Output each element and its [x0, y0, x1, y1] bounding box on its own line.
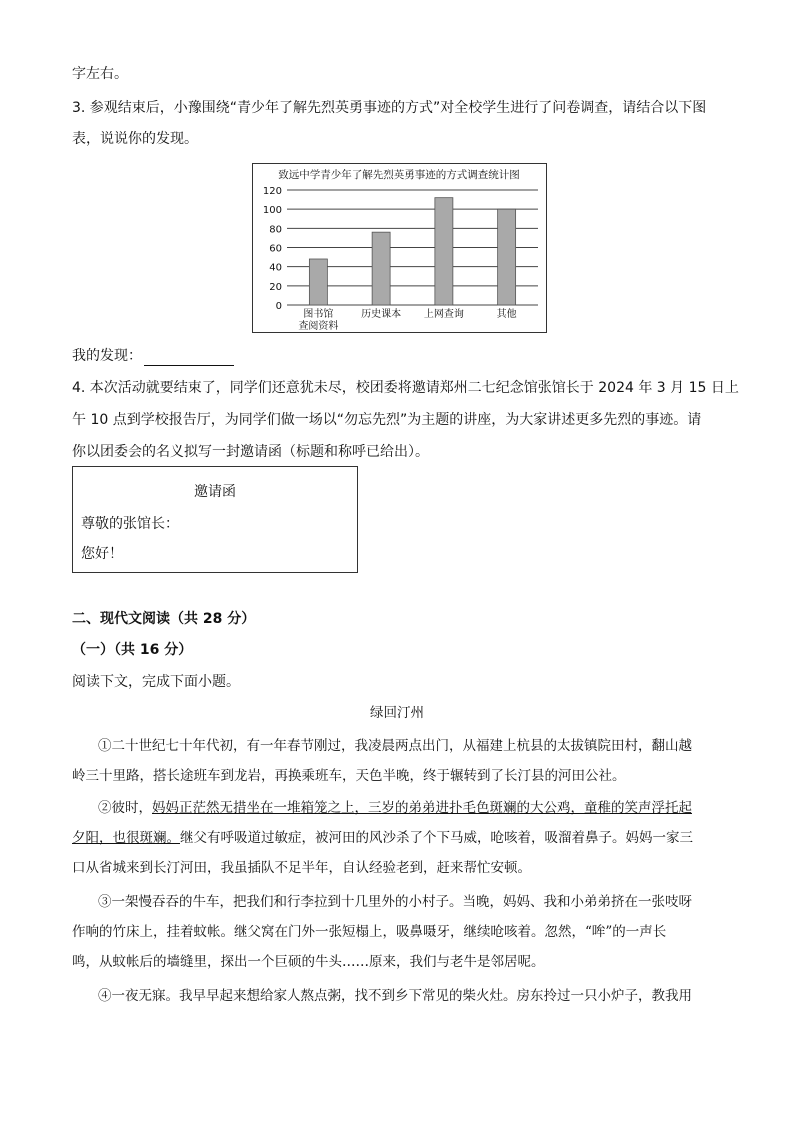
bar: [309, 259, 327, 305]
chart-svg: [253, 164, 546, 332]
y-tick-label: 40: [269, 262, 282, 274]
chart-title: 致远中学青少年了解先烈英勇事迹的方式调查统计图: [278, 169, 520, 181]
y-tick-label: 80: [269, 224, 282, 236]
finding-label: 我的发现：: [72, 348, 142, 364]
reading-instruction: 阅读下文，完成下面小题。: [72, 674, 240, 690]
bar-chart: [252, 163, 547, 333]
article-title: 绿回汀州: [370, 705, 424, 721]
invitation-letter-box[interactable]: [72, 466, 358, 573]
question-4-line-1: 4. 本次活动就要结束了，同学们还意犹未尽，校团委将邀请郑州二七纪念馆张馆长于 2024 年 3 月 15 日上: [72, 380, 739, 396]
paragraph-2-lead: ②彼时，: [98, 800, 152, 816]
y-tick-label: 60: [269, 243, 282, 255]
letter-title: 邀请函: [194, 484, 236, 500]
paragraph-4-line-1: ④一夜无寐。我早早起来想给家人熬点粥，找不到乡下常见的柴火灶。房东拎过一只小炉子，教我用: [98, 988, 692, 1004]
finding-answer-blank[interactable]: [144, 351, 234, 366]
letter-greeting: 您好！: [81, 546, 123, 562]
x-tick-label: 图书馆: [303, 309, 334, 320]
paragraph-2-line-1: [98, 798, 692, 818]
question-4-line-2: 午 10 点到学校报告厅，为同学们做一场以“勿忘先烈”为主题的讲座，为大家讲述更多先烈的事迹。请: [72, 412, 702, 428]
bar: [372, 232, 390, 305]
question-4-line-3: 你以团委会的名义拟写一封邀请函（标题和称呼已给出）。: [72, 444, 429, 460]
underlined-sentence-part-2: 夕阳，也很斑斓。: [72, 830, 180, 846]
bar: [498, 209, 516, 305]
paragraph-2-rest: 继父有呼吸道过敏症，被河田的风沙杀了个下马威，呛咳着，吸溜着鼻子。妈妈一家三: [180, 830, 693, 846]
section-heading: 二、现代文阅读（共 28 分）: [72, 611, 256, 627]
finding-row: [72, 346, 234, 366]
bar: [435, 198, 453, 305]
x-tick-label: 历史课本: [361, 309, 402, 320]
x-tick-label: 上网查询: [423, 309, 464, 320]
y-tick-label: 20: [269, 281, 282, 293]
letter-salutation: 尊敬的张馆长：: [81, 516, 179, 532]
y-tick-label: 100: [262, 205, 282, 217]
x-tick-label: 其他: [496, 309, 517, 320]
paragraph-2-line-3: 口从省城来到长汀河田，我虽插队不足半年，自认经验老到，赶来帮忙安顿。: [72, 860, 531, 876]
question-3-line-2: 表，说说你的发现。: [72, 131, 198, 147]
question-tail-text: 字左右。: [72, 66, 128, 82]
paragraph-3-line-1: ③一架慢吞吞的牛车，把我们和行李拉到十几里外的小村子。当晚，妈妈、我和小弟弟挤在一张吱呀: [98, 894, 692, 910]
paragraph-3-line-2: 作响的竹床上，挂着蚊帐。继父窝在门外一张短榻上，吸鼻嗫牙，继续呛咳着。忽然，“哞”的一声长: [72, 924, 667, 940]
paragraph-1-line-1: ①二十世纪七十年代初，有一年春节刚过，我凌晨两点出门，从福建上杭县的太拔镇院田村，翻山越: [98, 738, 692, 754]
subsection-heading: （一）（共 16 分）: [72, 642, 193, 658]
paragraph-3-line-3: 鸣，从蚊帐后的墙缝里，探出一个巨硕的牛头……原来，我们与老牛是邻居呢。: [72, 954, 545, 970]
underlined-sentence-part-1: 妈妈正茫然无措坐在一堆箱笼之上，三岁的弟弟进扑毛色斑斓的大公鸡，童稚的笑声浮托起: [152, 800, 692, 816]
y-tick-label: 120: [262, 186, 282, 197]
paragraph-1-line-2: 岭三十里路，搭长途班车到龙岩，再换乘班车，天色半晚，终于辗转到了长汀县的河田公社。: [72, 768, 626, 784]
paragraph-2-line-2: [72, 828, 693, 848]
question-3-line-1: 3. 参观结束后，小豫围绕“青少年了解先烈英勇事迹的方式”对全校学生进行了问卷调查，请结合以下图: [72, 100, 707, 116]
x-tick-label: 查阅资料: [298, 321, 339, 332]
y-tick-label: 0: [275, 301, 282, 312]
